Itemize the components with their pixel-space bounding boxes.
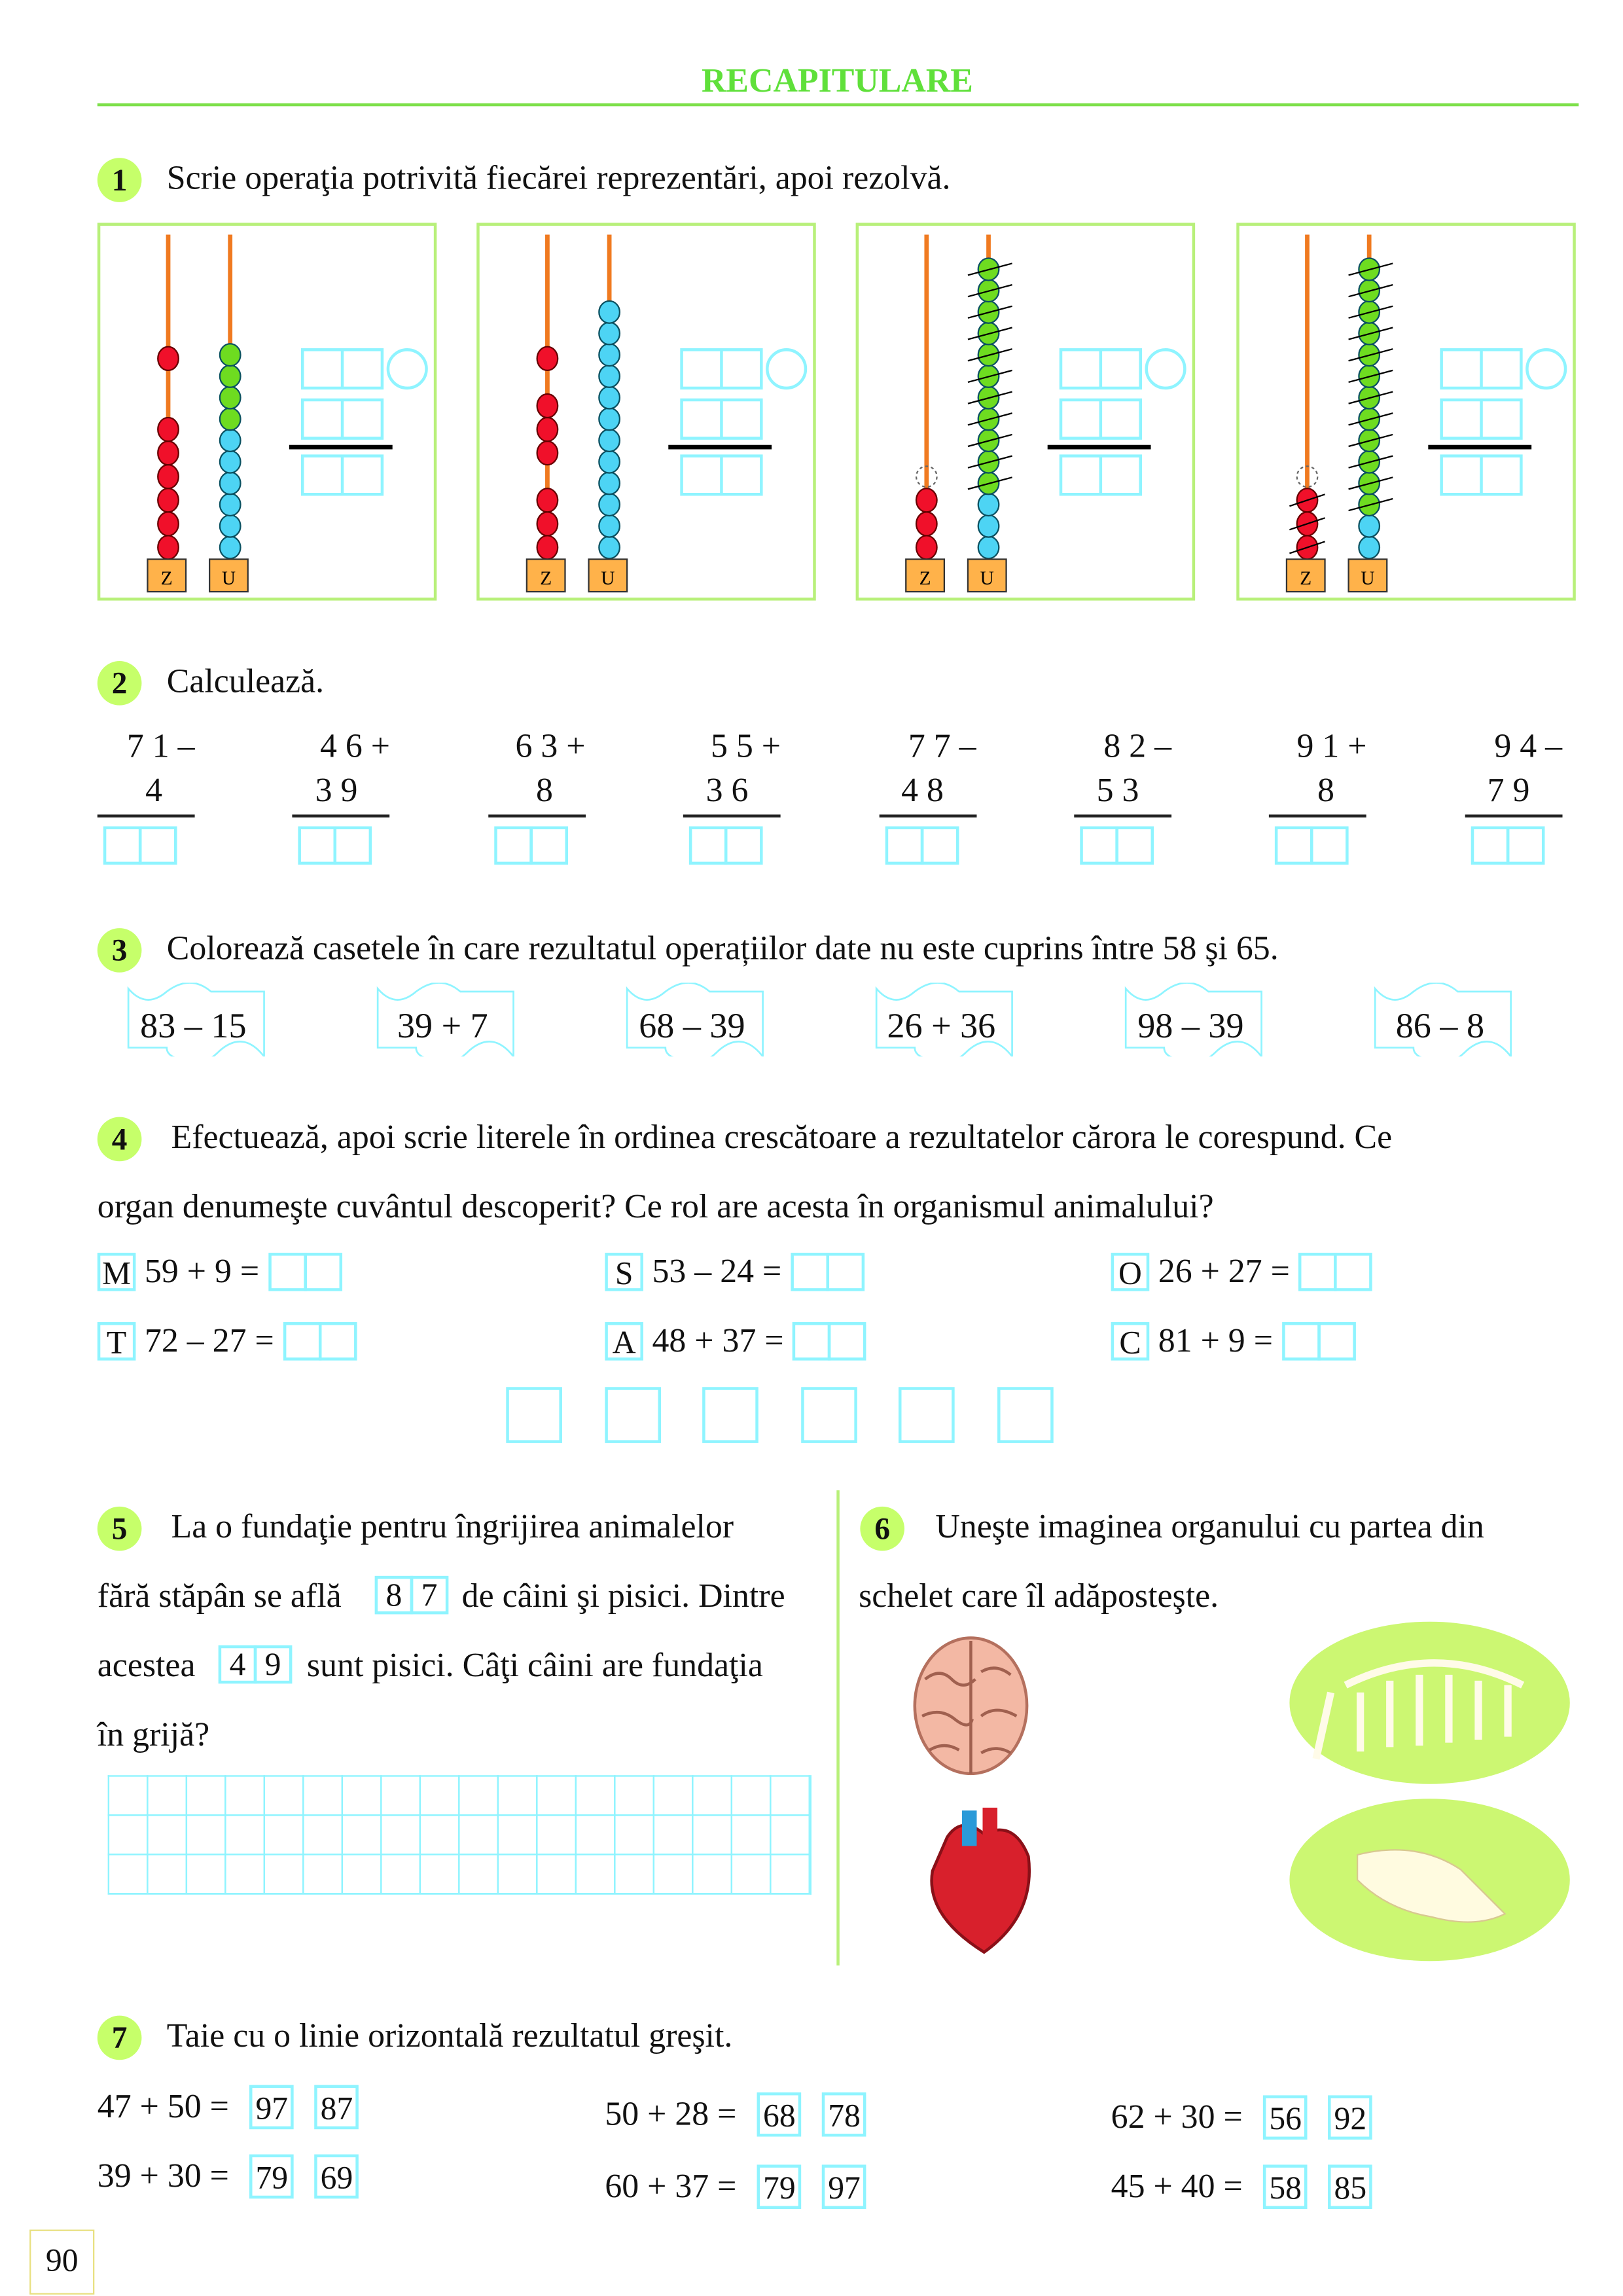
- ribcage-skeleton-image[interactable]: [1287, 1619, 1575, 1788]
- equation-text: 50 + 28 =: [605, 2095, 737, 2132]
- equation-text: 72 – 27 =: [144, 1322, 274, 1359]
- equation-text: 81 + 9 =: [1158, 1322, 1273, 1359]
- exercise-1-number: 1: [98, 158, 142, 202]
- answer-boxes[interactable]: [1298, 1253, 1369, 1291]
- operand-b: 8: [1317, 772, 1334, 809]
- equation-text: 26 + 27 =: [1158, 1253, 1290, 1290]
- digit: 8: [375, 1576, 414, 1615]
- result-choice: [1111, 2164, 1373, 2209]
- result-option[interactable]: 69: [315, 2155, 359, 2199]
- abacus-panel-4[interactable]: [1236, 223, 1576, 600]
- operand-a: 5 5: [710, 727, 753, 764]
- expression-banner[interactable]: 39 + 7: [376, 995, 509, 1060]
- letter-label: O: [1111, 1253, 1150, 1291]
- answer-letter-box[interactable]: [899, 1387, 955, 1443]
- answer-boxes[interactable]: [689, 827, 781, 865]
- abacus-2: [480, 226, 813, 598]
- letter-equation: [605, 1322, 863, 1361]
- result-option[interactable]: 87: [315, 2085, 359, 2130]
- answer-boxes[interactable]: [791, 1253, 861, 1291]
- result-option[interactable]: 97: [822, 2164, 866, 2209]
- digit: 4: [219, 1645, 257, 1684]
- equation-text: 39 + 30 =: [97, 2157, 229, 2195]
- equation-text: 47 + 50 =: [97, 2088, 229, 2125]
- rod-label-z: Z: [919, 567, 931, 589]
- answer-boxes[interactable]: [885, 827, 976, 865]
- column-operation: [293, 727, 390, 865]
- operator: –: [959, 727, 976, 764]
- answer-boxes[interactable]: [268, 1253, 339, 1291]
- letter-equation: [98, 1322, 354, 1361]
- operand-a: 4 6: [320, 727, 363, 764]
- equation-text: 59 + 9 =: [144, 1253, 260, 1290]
- letter-label: S: [605, 1253, 643, 1291]
- exercise-7-instruction: Taie cu o linie orizontală rezultatul greşit.: [166, 2017, 733, 2054]
- answer-letter-box[interactable]: [604, 1387, 660, 1443]
- expression-banner[interactable]: 26 + 36: [875, 995, 1008, 1060]
- operand-a: 8 2: [1103, 727, 1147, 764]
- result-option[interactable]: 79: [757, 2164, 802, 2209]
- equation-text: 60 + 37 =: [605, 2167, 737, 2205]
- exercise-2-number: 2: [98, 661, 142, 706]
- result-option[interactable]: 79: [249, 2155, 294, 2199]
- page-number: 90: [29, 2230, 94, 2295]
- rod-label-u: U: [1361, 567, 1375, 589]
- answer-letter-box[interactable]: [997, 1387, 1053, 1443]
- letter-label: C: [1111, 1322, 1150, 1361]
- exercise-5-line1: La o fundaţie pentru îngrijirea animalelor: [171, 1508, 734, 1545]
- operand-b: 4 8: [901, 772, 944, 809]
- exercise-6-line1: Uneşte imaginea organului cu partea din: [935, 1508, 1484, 1545]
- abacus-1: [100, 226, 434, 598]
- rod-label-z: Z: [1300, 567, 1312, 589]
- column-operation: [879, 727, 976, 865]
- column-operation: [683, 727, 781, 865]
- answer-boxes[interactable]: [1471, 827, 1562, 865]
- abacus-3: [859, 226, 1192, 598]
- column-operation: [1270, 727, 1367, 865]
- column-operation: [488, 727, 586, 865]
- answer-boxes[interactable]: [103, 827, 195, 865]
- heart-image[interactable]: [918, 1808, 1035, 1955]
- digit: 7: [410, 1576, 449, 1615]
- result-option[interactable]: 68: [757, 2092, 802, 2137]
- digit: 9: [254, 1645, 293, 1684]
- operator: +: [566, 727, 586, 764]
- answer-boxes[interactable]: [494, 827, 586, 865]
- number-49: [219, 1645, 289, 1684]
- answer-boxes[interactable]: [1080, 827, 1171, 865]
- answer-boxes[interactable]: [298, 827, 390, 865]
- operator: –: [177, 727, 195, 764]
- expression-banner[interactable]: 98 – 39: [1124, 995, 1257, 1060]
- answer-letter-box[interactable]: [800, 1387, 857, 1443]
- result-choice: [1111, 2095, 1373, 2140]
- operand-a: 7 1: [126, 727, 169, 764]
- letter-equation: [605, 1253, 861, 1291]
- brain-image[interactable]: [908, 1635, 1041, 1782]
- exercise-5-line2a: fără stăpân se află: [97, 1577, 342, 1615]
- result-option[interactable]: 97: [249, 2085, 294, 2130]
- column-operation: [1465, 727, 1562, 865]
- result-choice: [605, 2164, 866, 2209]
- answer-boxes[interactable]: [1275, 827, 1367, 865]
- abacus-4: [1240, 226, 1573, 598]
- rod-label-u: U: [980, 567, 994, 589]
- column-operation: [1074, 727, 1171, 865]
- expression-banner[interactable]: 86 – 8: [1374, 995, 1507, 1060]
- column-operation: [98, 727, 195, 865]
- operand-b: 7 9: [1487, 772, 1530, 809]
- skull-image[interactable]: [1287, 1796, 1575, 1965]
- equation-text: 53 – 24 =: [652, 1253, 782, 1290]
- result-choice: [605, 2092, 866, 2137]
- result-option[interactable]: 78: [822, 2092, 866, 2137]
- answer-boxes[interactable]: [793, 1322, 863, 1361]
- rod-label-z: Z: [540, 567, 552, 589]
- operand-b: 4: [145, 772, 162, 809]
- number-87: [375, 1576, 446, 1615]
- operand-b: 3 9: [315, 772, 358, 809]
- letter-label: M: [98, 1253, 136, 1291]
- letter-equation: [1111, 1253, 1370, 1291]
- result-option[interactable]: 92: [1329, 2095, 1373, 2140]
- operand-b: 8: [536, 772, 553, 809]
- exercise-6-number: 6: [860, 1507, 904, 1551]
- result-choice: [98, 2085, 359, 2130]
- exercise-5-number: 5: [98, 1507, 142, 1551]
- operator: +: [1347, 727, 1367, 764]
- answer-letter-box[interactable]: [506, 1387, 562, 1443]
- exercise-3-number: 3: [98, 928, 142, 973]
- exercise-7-number: 7: [98, 2016, 142, 2060]
- result-option[interactable]: 58: [1263, 2164, 1308, 2209]
- operand-a: 7 7: [908, 727, 951, 764]
- operator: –: [1545, 727, 1563, 764]
- operand-a: 9 4: [1494, 727, 1537, 764]
- equation-text: 45 + 40 =: [1111, 2167, 1243, 2205]
- letter-label: T: [98, 1322, 136, 1361]
- result-choice: [98, 2155, 359, 2199]
- exercise-1-instruction: Scrie operaţia potrivită fiecărei reprezentări, apoi rezolvă.: [166, 159, 951, 196]
- expression-banner[interactable]: 68 – 39: [626, 995, 758, 1060]
- letter-equation: [98, 1253, 339, 1291]
- page-title: RECAPITULARE: [701, 62, 973, 99]
- expression-banner[interactable]: 83 – 15: [127, 995, 260, 1060]
- operand-a: 9 1: [1296, 727, 1340, 764]
- answer-boxes[interactable]: [1281, 1322, 1352, 1361]
- abacus-panel-2[interactable]: [476, 223, 816, 600]
- exercise-4-instruction-line2: organ denumeşte cuvântul descoperit? Ce rol are acesta în organismul animalului?: [97, 1187, 1214, 1225]
- exercise-5-line2b: de câini şi pisici. Dintre: [461, 1577, 785, 1615]
- rod-label-u: U: [221, 567, 236, 589]
- operator: +: [761, 727, 781, 764]
- operand-b: 3 6: [705, 772, 749, 809]
- letter-equation: [1111, 1322, 1353, 1361]
- result-option[interactable]: 85: [1329, 2164, 1373, 2209]
- exercise-5-line3b: sunt pisici. Câţi câini are fundaţia: [306, 1647, 763, 1684]
- abacus-panel-1[interactable]: [98, 223, 437, 600]
- equation-text: 62 + 30 =: [1111, 2098, 1243, 2136]
- column-divider: [836, 1490, 840, 1965]
- exercise-2-instruction: Calculează.: [166, 662, 325, 700]
- answer-letter-box[interactable]: [702, 1387, 758, 1443]
- title-divider: [98, 103, 1579, 107]
- exercise-4-instruction-line1: Efectuează, apoi scrie literele în ordinea crescătoare a rezultatelor cărora le corespund. Ce: [171, 1118, 1393, 1156]
- abacus-panel-3[interactable]: [856, 223, 1196, 600]
- exercise-4-number: 4: [98, 1117, 142, 1162]
- letter-label: A: [605, 1322, 643, 1361]
- operand-b: 5 3: [1096, 772, 1139, 809]
- answer-boxes[interactable]: [283, 1322, 353, 1361]
- operand-a: 6 3: [515, 727, 558, 764]
- answer-grid[interactable]: [108, 1775, 812, 1895]
- rod-label-z: Z: [160, 567, 173, 589]
- exercise-3-instruction: Colorează casetele în care rezultatul operațiilor date nu este cuprins între 58 şi 65.: [166, 929, 1279, 967]
- exercise-5-line3a: acestea: [97, 1647, 196, 1684]
- exercise-5-line4: în grijă?: [97, 1715, 210, 1753]
- equation-text: 48 + 37 =: [652, 1322, 784, 1359]
- rod-label-u: U: [601, 567, 615, 589]
- exercise-6-line2: schelet care îl adăposteşte.: [859, 1577, 1219, 1615]
- operator: –: [1154, 727, 1172, 764]
- operator: +: [370, 727, 391, 764]
- result-option[interactable]: 56: [1263, 2095, 1308, 2140]
